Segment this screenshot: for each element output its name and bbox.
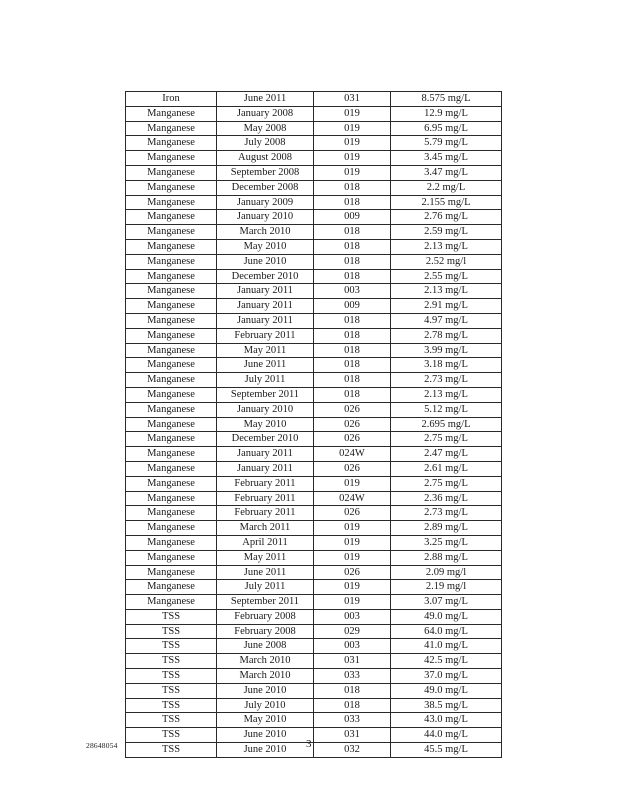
parameter-cell: TSS [126,713,217,728]
outfall-cell: 031 [314,728,391,743]
outfall-cell: 019 [314,535,391,550]
date-cell: May 2010 [217,239,314,254]
value-cell: 2.09 mg/l [391,565,502,580]
table-row [126,624,502,639]
table-row [126,373,502,388]
table-row [126,92,502,107]
table-row [126,284,502,299]
table-row [126,595,502,610]
value-cell: 2.2 mg/L [391,180,502,195]
parameter-cell: Manganese [126,387,217,402]
table-row [126,121,502,136]
outfall-cell: 018 [314,358,391,373]
value-cell: 2.695 mg/L [391,417,502,432]
value-cell: 5.79 mg/L [391,136,502,151]
outfall-cell: 026 [314,432,391,447]
outfall-cell: 018 [314,180,391,195]
outfall-cell: 003 [314,284,391,299]
outfall-cell: 026 [314,506,391,521]
value-cell: 12.9 mg/L [391,106,502,121]
value-cell: 8.575 mg/L [391,92,502,107]
table-row [126,151,502,166]
date-cell: June 2011 [217,565,314,580]
date-cell: March 2010 [217,654,314,669]
date-cell: June 2011 [217,92,314,107]
table-row [126,491,502,506]
table-row [126,299,502,314]
date-cell: May 2011 [217,343,314,358]
value-cell: 2.52 mg/l [391,254,502,269]
date-cell: June 2010 [217,728,314,743]
outfall-cell: 024W [314,491,391,506]
table-row [126,476,502,491]
table-row [126,358,502,373]
table-row [126,343,502,358]
table-row [126,565,502,580]
value-cell: 2.13 mg/L [391,387,502,402]
date-cell: June 2010 [217,254,314,269]
value-cell: 2.61 mg/L [391,461,502,476]
date-cell: March 2011 [217,521,314,536]
date-cell: September 2008 [217,165,314,180]
value-cell: 3.45 mg/L [391,151,502,166]
table-row [126,521,502,536]
date-cell: June 2008 [217,639,314,654]
parameter-cell: Manganese [126,580,217,595]
value-cell: 2.55 mg/L [391,269,502,284]
parameter-cell: Manganese [126,313,217,328]
table-row [126,269,502,284]
outfall-cell: 018 [314,387,391,402]
date-cell: February 2011 [217,491,314,506]
date-cell: January 2009 [217,195,314,210]
parameter-cell: TSS [126,639,217,654]
outfall-cell: 031 [314,92,391,107]
outfall-cell: 018 [314,683,391,698]
value-cell: 3.25 mg/L [391,535,502,550]
date-cell: January 2011 [217,447,314,462]
table-row [126,580,502,595]
table-row [126,402,502,417]
parameter-cell: Manganese [126,225,217,240]
outfall-cell: 009 [314,299,391,314]
value-cell: 5.12 mg/L [391,402,502,417]
value-cell: 3.18 mg/L [391,358,502,373]
parameter-cell: Manganese [126,136,217,151]
date-cell: May 2008 [217,121,314,136]
value-cell: 2.59 mg/L [391,225,502,240]
table-row [126,728,502,743]
outfall-cell: 026 [314,461,391,476]
date-cell: February 2011 [217,328,314,343]
outfall-cell: 033 [314,669,391,684]
outfall-cell: 018 [314,195,391,210]
table-row [126,654,502,669]
parameter-cell: Manganese [126,358,217,373]
parameter-cell: Manganese [126,106,217,121]
table-row [126,195,502,210]
date-cell: January 2010 [217,402,314,417]
date-cell: June 2010 [217,743,314,758]
parameter-cell: Iron [126,92,217,107]
value-cell: 4.97 mg/L [391,313,502,328]
parameter-cell: TSS [126,743,217,758]
table-row [126,328,502,343]
parameter-cell: Manganese [126,491,217,506]
date-cell: January 2008 [217,106,314,121]
outfall-cell: 018 [314,254,391,269]
date-cell: January 2010 [217,210,314,225]
value-cell: 2.73 mg/L [391,506,502,521]
outfall-cell: 009 [314,210,391,225]
table-row [126,313,502,328]
parameter-cell: Manganese [126,284,217,299]
table-row [126,550,502,565]
parameter-cell: Manganese [126,476,217,491]
value-cell: 41.0 mg/L [391,639,502,654]
table-body [126,92,502,758]
value-cell: 2.91 mg/L [391,299,502,314]
table-row [126,461,502,476]
outfall-cell: 018 [314,239,391,254]
value-cell: 43.0 mg/L [391,713,502,728]
value-cell: 2.19 mg/l [391,580,502,595]
outfall-cell: 019 [314,521,391,536]
outfall-cell: 026 [314,565,391,580]
parameter-cell: Manganese [126,447,217,462]
table-row [126,180,502,195]
outfall-cell: 018 [314,698,391,713]
date-cell: December 2010 [217,432,314,447]
date-cell: September 2011 [217,595,314,610]
date-cell: February 2011 [217,476,314,491]
value-cell: 38.5 mg/L [391,698,502,713]
date-cell: December 2008 [217,180,314,195]
table-row [126,535,502,550]
outfall-cell: 031 [314,654,391,669]
value-cell: 2.78 mg/L [391,328,502,343]
parameter-cell: Manganese [126,269,217,284]
outfall-cell: 018 [314,269,391,284]
parameter-cell: Manganese [126,550,217,565]
outfall-cell: 019 [314,595,391,610]
value-cell: 2.73 mg/L [391,373,502,388]
table-row [126,447,502,462]
parameter-cell: Manganese [126,506,217,521]
parameter-cell: TSS [126,669,217,684]
date-cell: May 2011 [217,550,314,565]
value-cell: 37.0 mg/L [391,669,502,684]
value-cell: 3.07 mg/L [391,595,502,610]
parameter-cell: Manganese [126,432,217,447]
parameter-cell: TSS [126,654,217,669]
outfall-cell: 018 [314,328,391,343]
date-cell: June 2010 [217,683,314,698]
outfall-cell: 019 [314,121,391,136]
parameter-cell: Manganese [126,165,217,180]
value-cell: 44.0 mg/L [391,728,502,743]
date-cell: January 2011 [217,284,314,299]
date-cell: February 2011 [217,506,314,521]
parameter-cell: TSS [126,683,217,698]
value-cell: 42.5 mg/L [391,654,502,669]
value-cell: 2.13 mg/L [391,239,502,254]
parameter-cell: Manganese [126,121,217,136]
table-row [126,106,502,121]
date-cell: April 2011 [217,535,314,550]
value-cell: 3.47 mg/L [391,165,502,180]
date-cell: January 2011 [217,299,314,314]
value-cell: 3.99 mg/L [391,343,502,358]
parameter-cell: Manganese [126,343,217,358]
table-row [126,743,502,758]
value-cell: 49.0 mg/L [391,683,502,698]
value-cell: 2.36 mg/L [391,491,502,506]
value-cell: 6.95 mg/L [391,121,502,136]
table-row [126,225,502,240]
value-cell: 2.75 mg/L [391,476,502,491]
document-id: 28648054 [86,741,118,750]
parameter-cell: Manganese [126,373,217,388]
parameter-cell: Manganese [126,402,217,417]
outfall-cell: 018 [314,313,391,328]
table-row [126,239,502,254]
date-cell: December 2010 [217,269,314,284]
table-row [126,683,502,698]
table-row [126,669,502,684]
parameter-cell: Manganese [126,328,217,343]
date-cell: March 2010 [217,669,314,684]
date-cell: July 2011 [217,373,314,388]
parameter-cell: Manganese [126,595,217,610]
outfall-cell: 033 [314,713,391,728]
value-cell: 49.0 mg/L [391,609,502,624]
value-cell: 2.88 mg/L [391,550,502,565]
parameter-cell: Manganese [126,210,217,225]
table-row [126,210,502,225]
table-row [126,417,502,432]
date-cell: August 2008 [217,151,314,166]
outfall-cell: 003 [314,639,391,654]
outfall-cell: 019 [314,151,391,166]
outfall-cell: 024W [314,447,391,462]
table-row [126,698,502,713]
parameter-cell: TSS [126,728,217,743]
outfall-cell: 019 [314,136,391,151]
outfall-cell: 026 [314,417,391,432]
parameter-cell: Manganese [126,535,217,550]
parameter-cell: Manganese [126,195,217,210]
parameter-cell: Manganese [126,151,217,166]
table-row [126,387,502,402]
value-cell: 2.75 mg/L [391,432,502,447]
discharge-exceedance-table [125,91,502,758]
parameter-cell: TSS [126,624,217,639]
value-cell: 2.13 mg/L [391,284,502,299]
outfall-cell: 019 [314,106,391,121]
table-row [126,506,502,521]
parameter-cell: TSS [126,698,217,713]
parameter-cell: Manganese [126,299,217,314]
date-cell: February 2008 [217,609,314,624]
outfall-cell: 019 [314,476,391,491]
outfall-cell: 019 [314,550,391,565]
parameter-cell: Manganese [126,417,217,432]
table-row [126,432,502,447]
outfall-cell: 003 [314,609,391,624]
date-cell: July 2011 [217,580,314,595]
table-row [126,165,502,180]
page-number: 3 [306,738,312,750]
outfall-cell: 032 [314,743,391,758]
value-cell: 2.47 mg/L [391,447,502,462]
parameter-cell: Manganese [126,521,217,536]
table-row [126,639,502,654]
value-cell: 64.0 mg/L [391,624,502,639]
date-cell: February 2008 [217,624,314,639]
table-row [126,609,502,624]
table-row [126,136,502,151]
outfall-cell: 018 [314,343,391,358]
value-cell: 2.76 mg/L [391,210,502,225]
outfall-cell: 019 [314,165,391,180]
outfall-cell: 026 [314,402,391,417]
value-cell: 2.89 mg/L [391,521,502,536]
parameter-cell: Manganese [126,180,217,195]
outfall-cell: 019 [314,580,391,595]
date-cell: January 2011 [217,461,314,476]
date-cell: July 2010 [217,698,314,713]
table-row [126,254,502,269]
date-cell: March 2010 [217,225,314,240]
date-cell: September 2011 [217,387,314,402]
parameter-cell: TSS [126,609,217,624]
date-cell: June 2011 [217,358,314,373]
parameter-cell: Manganese [126,565,217,580]
date-cell: January 2011 [217,313,314,328]
outfall-cell: 018 [314,373,391,388]
table-row [126,713,502,728]
outfall-cell: 018 [314,225,391,240]
date-cell: July 2008 [217,136,314,151]
value-cell: 45.5 mg/L [391,743,502,758]
date-cell: May 2010 [217,417,314,432]
parameter-cell: Manganese [126,254,217,269]
parameter-cell: Manganese [126,461,217,476]
parameter-cell: Manganese [126,239,217,254]
date-cell: May 2010 [217,713,314,728]
outfall-cell: 029 [314,624,391,639]
value-cell: 2.155 mg/L [391,195,502,210]
